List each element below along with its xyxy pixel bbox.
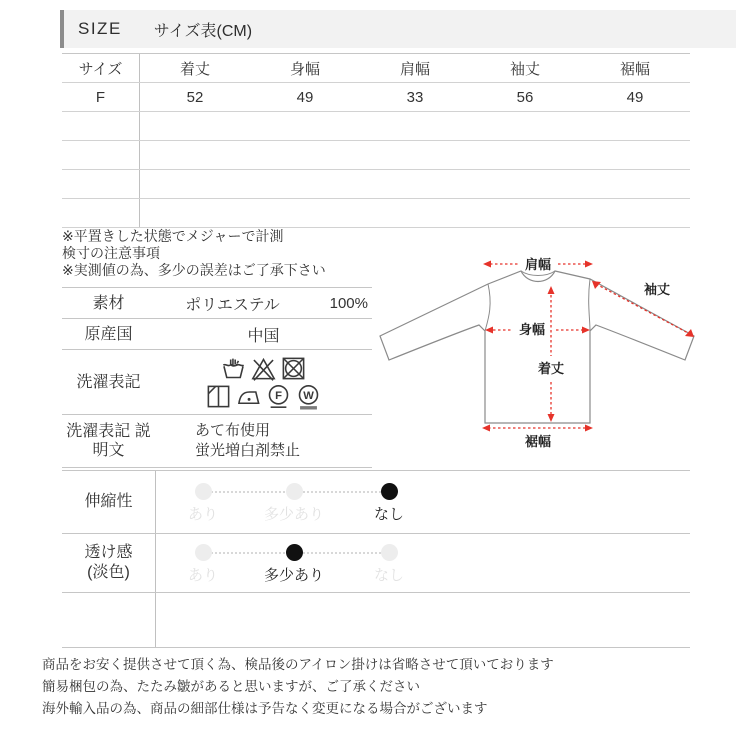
no-tumble-dry-icon	[280, 355, 307, 382]
body-width-label: 身幅	[518, 322, 546, 337]
size-table-empty-row	[62, 199, 690, 228]
column-header-shoulder: 肩幅	[399, 60, 430, 78]
column-header-size: サイズ	[62, 54, 140, 82]
cell-hem: 49	[626, 88, 644, 106]
stretch-label: 伸縮性	[62, 471, 156, 533]
column-header-sleeve: 袖丈	[509, 60, 540, 78]
size-table-empty-row	[62, 141, 690, 170]
note-line: 検寸の注意事項	[62, 245, 160, 261]
section-title-en: SIZE	[78, 19, 122, 38]
sheerness-label: 透け感 (淡色)	[62, 534, 156, 592]
sheerness-option-tashou-ari: 多少あり	[264, 544, 324, 585]
product-info-table	[62, 287, 372, 468]
column-header-hem: 裾幅	[619, 60, 650, 78]
sheerness-row	[62, 534, 690, 593]
svg-text:F: F	[275, 389, 282, 402]
sheerness-option-ari: あり	[188, 544, 218, 585]
option-dot	[194, 483, 211, 500]
cell-shoulder: 33	[406, 88, 424, 106]
care-label: 洗濯表記	[76, 373, 141, 391]
care-description-value: あて布使用 蛍光増白剤禁止	[195, 422, 301, 459]
note-line: ※平置きした状態でメジャーで計測	[62, 228, 284, 244]
material-row	[62, 288, 372, 319]
stretch-scale	[156, 471, 690, 533]
option-dot	[380, 544, 397, 561]
size-table	[62, 53, 690, 228]
stretch-option-nashi: なし	[374, 483, 404, 524]
shoulder-width-label: 肩幅	[524, 257, 552, 272]
size-table-data-row	[62, 83, 690, 112]
note-line: ※実測値の為、多少の誤差はご了承下さい	[62, 262, 326, 278]
cell-sleeve: 56	[516, 88, 534, 106]
stretch-option-tashou-ari: 多少あり	[264, 483, 324, 524]
option-dot	[380, 483, 397, 500]
origin-label: 原産国	[84, 325, 133, 343]
material-percent: 100%	[329, 294, 368, 312]
stretch-row	[62, 471, 690, 534]
column-header-length: 着丈	[179, 60, 210, 78]
footer-line: 簡易梱包の為、たたみ皺があると思いますが、ご了承ください	[42, 679, 420, 694]
iron-low-icon	[235, 383, 262, 410]
footer-line: 商品をお安く提供させて頂く為、検品後のアイロン掛けは省略させて頂いております	[42, 657, 554, 672]
sleeve-length-label: 袖丈	[643, 282, 671, 297]
garment-measurement-diagram	[372, 250, 740, 462]
option-dot	[194, 544, 211, 561]
material-value: ポリエステル	[185, 296, 280, 314]
care-description-label: 洗濯表記 説明文	[66, 423, 151, 459]
origin-row	[62, 319, 372, 350]
material-label: 素材	[92, 294, 125, 312]
cell-body-width: 49	[296, 88, 314, 106]
column-header-body-width: 身幅	[289, 60, 320, 78]
footer-line: 海外輸入品の為、商品の細部仕様は予告なく変更になる場合がございます	[42, 701, 488, 716]
empty-attribute-row	[62, 593, 690, 648]
sheerness-scale	[156, 534, 690, 592]
no-bleach-icon	[250, 355, 277, 382]
origin-value: 中国	[247, 327, 280, 345]
dry-clean-f-icon	[265, 383, 292, 410]
cell-length: 52	[186, 88, 204, 106]
footer-disclaimers	[42, 654, 554, 720]
header-accent-bar	[60, 10, 64, 48]
sheerness-option-nashi: なし	[374, 544, 404, 585]
line-dry-shade-icon	[205, 383, 232, 410]
attribute-table	[62, 470, 690, 648]
stretch-option-ari: あり	[188, 483, 218, 524]
hand-wash-icon	[220, 355, 247, 382]
cell-size-f: F	[62, 83, 140, 111]
svg-text:W: W	[303, 389, 314, 402]
care-symbols-row	[62, 350, 372, 415]
wet-clean-w-icon	[295, 383, 322, 410]
garment-length-label: 着丈	[537, 361, 565, 376]
care-description-row	[62, 415, 372, 468]
option-dot	[285, 544, 302, 561]
option-dot	[285, 483, 302, 500]
section-title-ja: サイズ表(CM)	[153, 22, 253, 40]
measurement-notes	[62, 228, 326, 279]
size-table-header-row	[62, 54, 690, 83]
section-header	[60, 10, 736, 48]
hem-width-label: 裾幅	[524, 434, 552, 449]
size-table-empty-row	[62, 170, 690, 199]
size-table-empty-row	[62, 112, 690, 141]
